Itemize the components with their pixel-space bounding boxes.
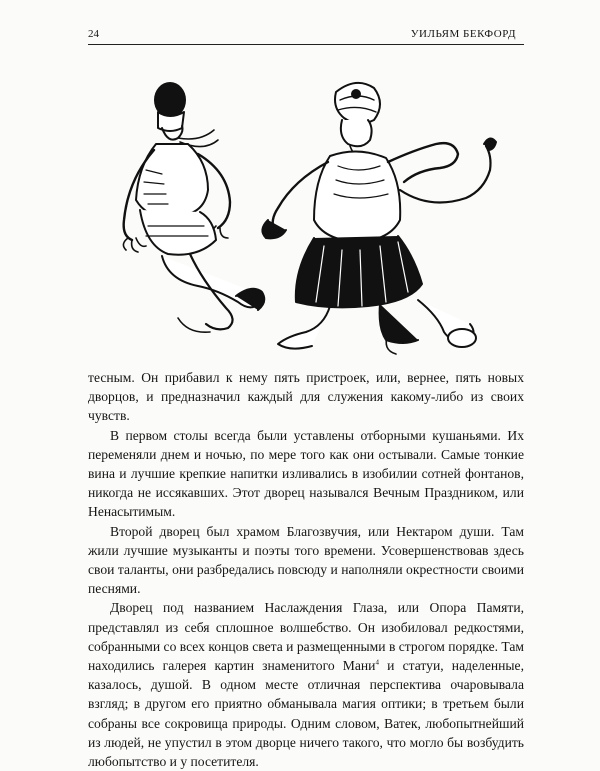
- paragraph-1: тесным. Он прибавил к нему пять пристроек, или, вернее, пять новых дворцов, и предназначил каждый для служения какому-либо из своих чувств.: [88, 370, 524, 424]
- figure-left: [123, 83, 264, 332]
- page-header: [88, 28, 524, 42]
- paragraph-3: Второй дворец был храмом Благозвучия, или Нектаром души. Там жили лучшие музыканты и поэты того времени. Усовершенствовав здесь свои таланты, они разбредались повсюду и наполняли окрестности своими песнями.: [88, 523, 524, 597]
- header-rule: [88, 44, 524, 45]
- footnote-marker: 4: [375, 658, 379, 667]
- page-number: 24: [88, 28, 99, 40]
- paragraph-4: [88, 598, 524, 771]
- paragraph-2: В первом столы всегда были уставлены отборными кушаньями. Их переменяли днем и ночью, по мере того как они остывали. Самые тонкие вина и лучшие крепкие напитки изливались в изобилии сотней фонтанов, никогда не иссякавших. Этот дворец назывался Вечным Праздником, или Ненасытимым.: [88, 427, 524, 520]
- illustration: [118, 70, 498, 355]
- figure-right: [262, 83, 496, 354]
- paragraph-4-part-2: и статуи, наделенные, казалось, душой. В одном месте отличная перспектива очаровывала взгляд; в другом его приятно обманывала магия оптики; в третьем были собраны все сокровища природы. Одним словом, Ватек, любопытнейший из людей, не упустил в этом дворце ничего такого, что могло бы возбудить любопытство и у посетителя.: [88, 658, 524, 770]
- body-text: [88, 368, 524, 771]
- paragraph-4-part-1: Дворец под названием Наслаждения Глаза, или Опора Памяти, представлял из себя сплошное волшебство. Он изобиловал редкостями, собранными со всех концов света и размещенными в строгом порядке. Там находились галерея картин знаменитого Мани: [88, 600, 525, 674]
- running-head: УИЛЬЯМ БЕКФОРД: [410, 28, 516, 40]
